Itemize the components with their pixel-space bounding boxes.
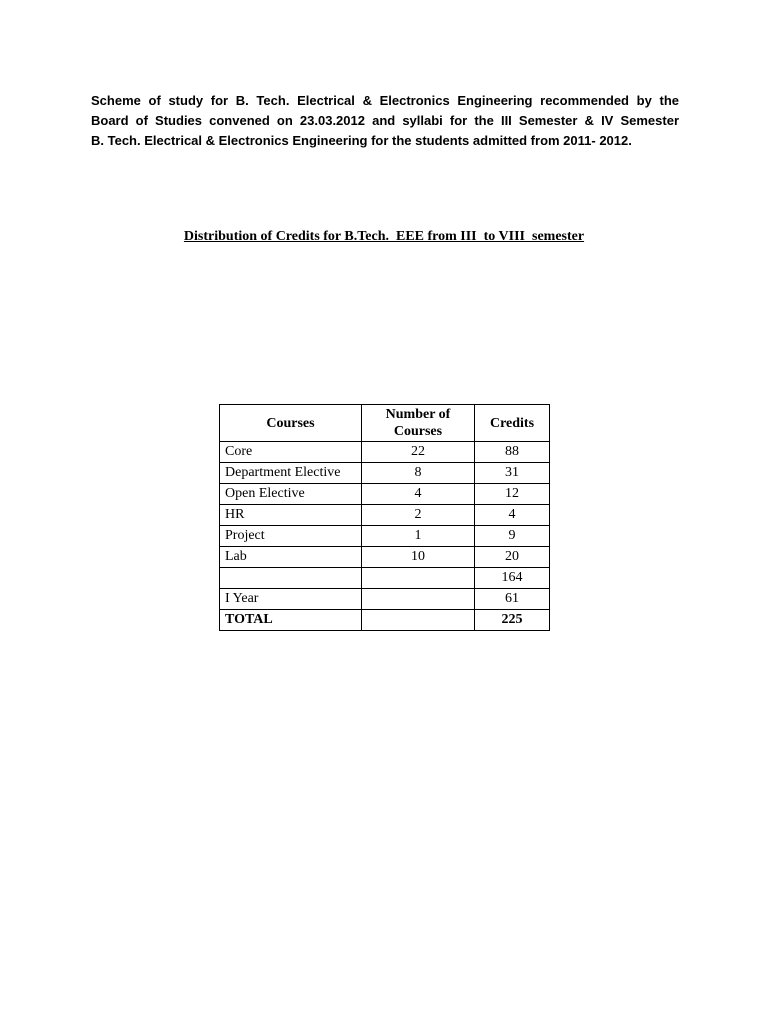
course-count: 22: [362, 442, 475, 463]
course-name: I Year: [220, 589, 362, 610]
course-name: Lab: [220, 547, 362, 568]
table-row: [220, 547, 550, 568]
course-credits: 31: [475, 463, 550, 484]
course-count: 4: [362, 484, 475, 505]
course-name: Open Elective: [220, 484, 362, 505]
course-count: 1: [362, 526, 475, 547]
course-name: HR: [220, 505, 362, 526]
course-name: [220, 568, 362, 589]
subtotal-credits: 164: [475, 568, 550, 589]
course-count: [362, 589, 475, 610]
subtotal-row: [220, 568, 550, 589]
table-header-row: [220, 405, 550, 442]
course-count: [362, 610, 475, 631]
course-name: Department Elective: [220, 463, 362, 484]
course-count: 2: [362, 505, 475, 526]
table-row: [220, 526, 550, 547]
total-row: [220, 610, 550, 631]
intro-paragraph: [91, 91, 679, 151]
header-courses: Courses: [220, 405, 362, 442]
course-count: 8: [362, 463, 475, 484]
course-credits: 20: [475, 547, 550, 568]
credits-table: [219, 404, 550, 631]
total-label: TOTAL: [220, 610, 362, 631]
table-row: [220, 589, 550, 610]
intro-line-3: B. Tech. Electrical & Electronics Engineering for the students admitted from 2011- 2012.: [91, 133, 632, 148]
course-count: 10: [362, 547, 475, 568]
course-credits: 12: [475, 484, 550, 505]
course-credits: 88: [475, 442, 550, 463]
table-row: [220, 484, 550, 505]
distribution-heading: Distribution of Credits for B.Tech. EEE from III to VIII semester: [183, 229, 585, 244]
course-name: Project: [220, 526, 362, 547]
total-credits: 225: [475, 610, 550, 631]
course-credits: 9: [475, 526, 550, 547]
table-row: [220, 505, 550, 526]
course-count: [362, 568, 475, 589]
intro-line-2: Board of Studies convened on 23.03.2012 and syllabi for the III Semester & IV Semester: [91, 113, 679, 128]
course-credits: 61: [475, 589, 550, 610]
table-row: [220, 442, 550, 463]
header-number-of-courses: Number of Courses: [362, 405, 475, 442]
table-row: [220, 463, 550, 484]
course-name: Core: [220, 442, 362, 463]
intro-line-1: Scheme of study for B. Tech. Electrical & Electronics Engineering recommended by the: [91, 93, 679, 108]
header-credits: Credits: [475, 405, 550, 442]
course-credits: 4: [475, 505, 550, 526]
